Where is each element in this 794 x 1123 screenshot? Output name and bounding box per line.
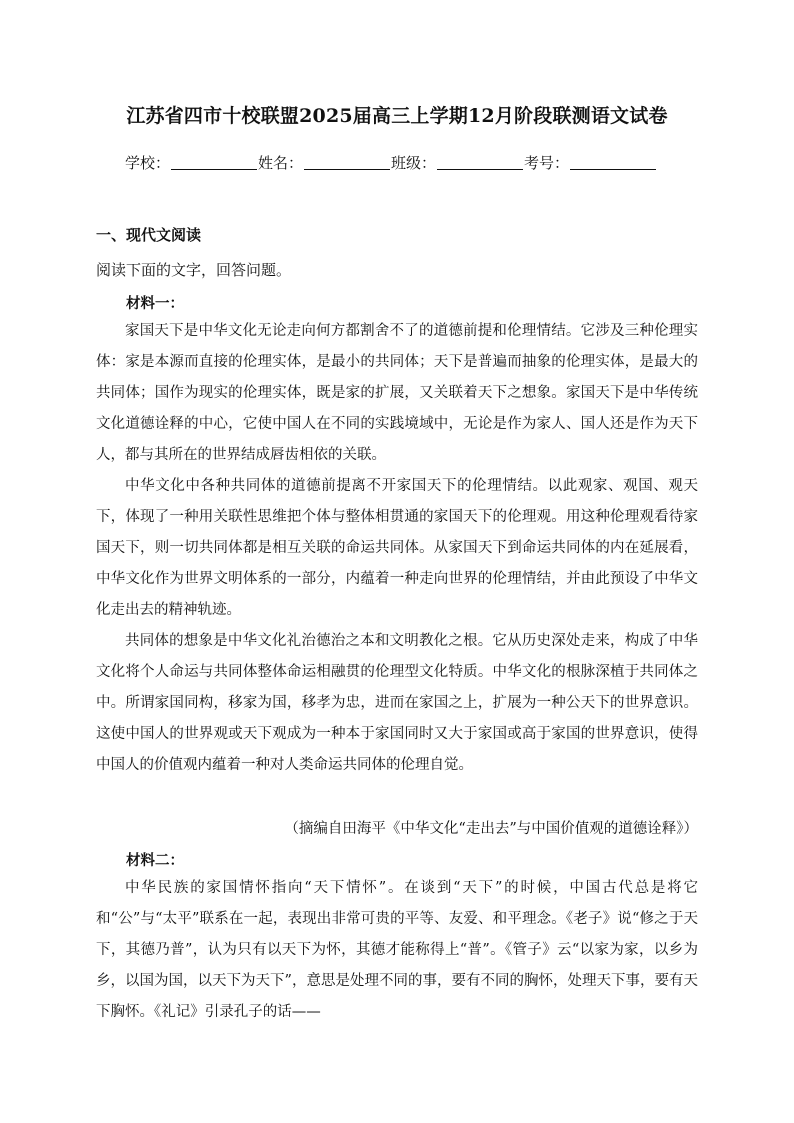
exam-number-label: 考号： [524,154,570,172]
student-info-row [125,152,685,173]
page-title: 江苏省四市十校联盟2025届高三上学期12月阶段联测语文试卷 [126,105,668,127]
class-blank[interactable] [437,155,523,170]
class-label: 班级： [391,154,437,172]
material-one-paragraph: 中华文化中各种共同体的道德前提离不开家国天下的伦理情结。以此观家、观国、观天下，体现了一种用关联性思维把个体与整体相贯通的家国天下的伦理观。用这种伦理观看待家国天下，则一切共同体都是相互关联的命运共同体。从家国天下到命运共同体的内在延展看，中华文化作为世界文明体系的一部分，内蕴着一种走向世界的伦理情结，并由此预设了中华文化走出去的精神轨迹。 [96,478,698,618]
material-two-body [96,873,698,1028]
school-label: 学校： [125,154,171,172]
material-one-paragraph: 家国天下是中华文化无论走向何方都割舍不了的道德前提和伦理情结。它涉及三种伦理实体：家是本源而直接的伦理实体，是最小的共同体；天下是普遍而抽象的伦理实体，是最大的共同体；国作为现实的伦理实体，既是家的扩展，又关联着天下之想象。家国天下是中华传统文化道德诠释的中心，它使中国人在不同的实践境域中，无论是作为家人、国人还是作为天下人，都与其所在的世界结成唇齿相依的关联。 [96,323,698,463]
exam-number-blank[interactable] [570,155,656,170]
name-label: 姓名： [258,154,304,172]
material-one-body [96,316,698,781]
material-two-label: 材料二： [126,853,184,869]
school-blank[interactable] [171,155,257,170]
section-heading: 一、现代文阅读 [96,226,202,244]
reading-instruction: 阅读下面的文字，回答问题。 [96,261,292,279]
material-one-label: 材料一： [126,296,184,312]
material-two-paragraph: 中华民族的家国情怀指向“天下情怀”。在谈到“天下”的时候，中国古代总是将它和“公”与“太平”联系在一起，表现出非常可贵的平等、友爱、和平理念。《老子》说“修之于天下，其德乃普”，认为只有以天下为怀，其德才能称得上“普”。《管子》云“以家为家，以乡为乡，以国为国，以天下为天下”，意思是处理不同的事，要有不同的胸怀，处理天下事，要有天下胸怀。《礼记》引录孔子的话—— [96,880,698,1020]
material-one-source: （摘编自田海平《中华文化“走出去”与中国价值观的道德诠释》） [284,821,698,837]
name-blank[interactable] [304,155,390,170]
material-one-paragraph: 共同体的想象是中华文化礼治德治之本和文明教化之根。它从历史深处走来，构成了中华文化将个人命运与共同体整体命运相融贯的伦理型文化特质。中华文化的根脉深植于共同体之中。所谓家国同构，移家为国，移孝为忠，进而在家国之上，扩展为一种公天下的世界意识。这使中国人的世界观或天下观成为一种本于家国同时又大于家国或高于家国的世界意识，使得中国人的价值观内蕴着一种对人类命运共同体的伦理自觉。 [96,633,698,773]
